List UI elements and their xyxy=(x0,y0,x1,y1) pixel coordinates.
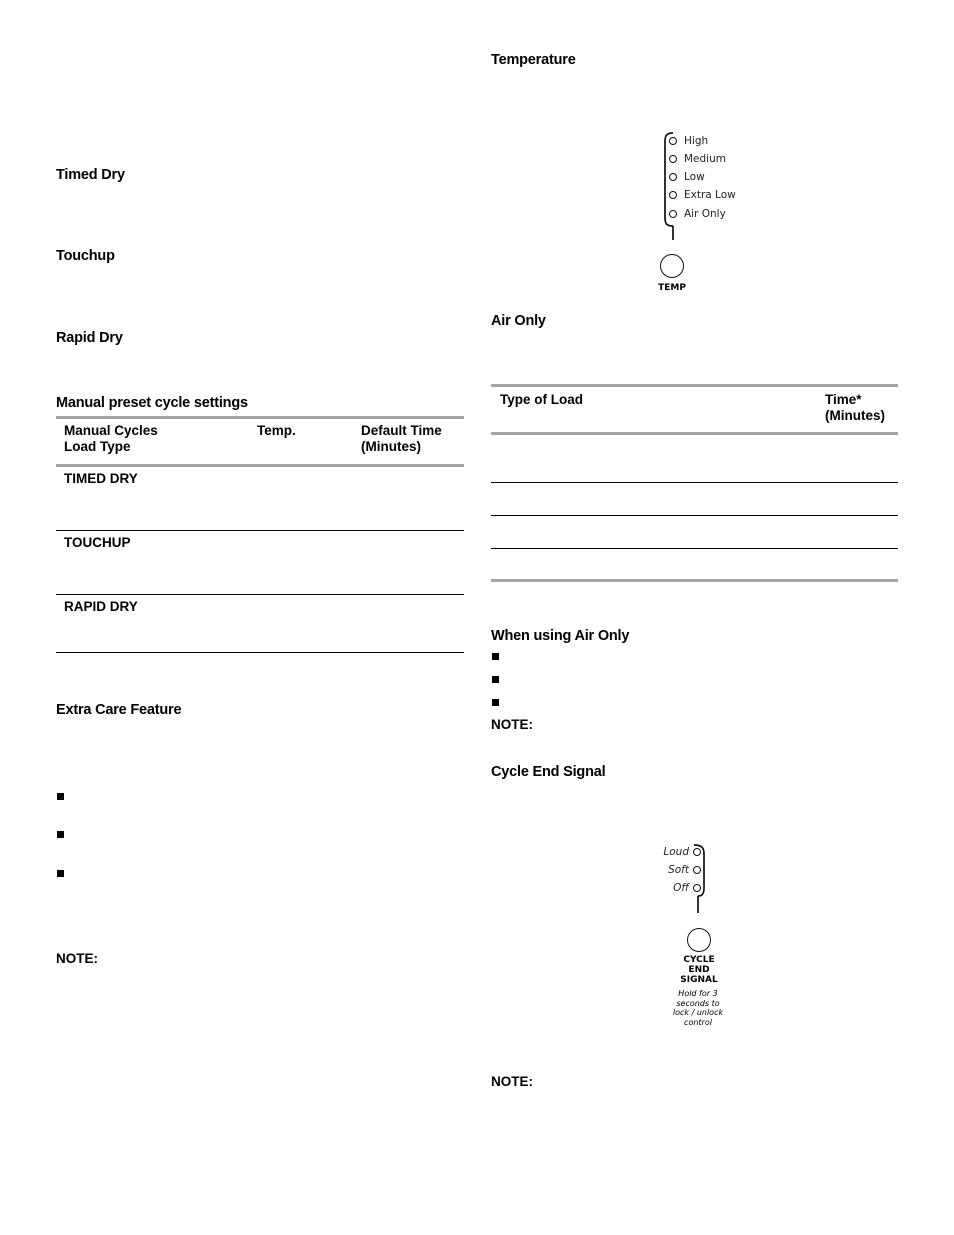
signal-option-off: Off xyxy=(673,882,689,894)
bullet-icon xyxy=(57,870,64,877)
bullet-icon xyxy=(492,676,499,683)
temp-led-extra-low xyxy=(669,191,677,199)
temp-option-low: Low xyxy=(684,171,705,183)
air-table-row-divider xyxy=(491,515,898,516)
air-table-bottom-rule xyxy=(491,579,898,582)
signal-led-soft xyxy=(693,866,701,874)
heading-when-using-air-only: When using Air Only xyxy=(491,628,630,644)
temp-button xyxy=(660,254,684,278)
cycle-end-signal-button xyxy=(687,928,711,952)
air-table-top-rule xyxy=(491,384,898,387)
table-row-divider xyxy=(56,530,464,531)
cycle-end-signal-label: CYCLE END SIGNAL xyxy=(680,955,718,985)
table-top-rule xyxy=(56,416,464,419)
table-header-temp: Temp. xyxy=(257,423,296,438)
table-row: RAPID DRY xyxy=(64,599,138,614)
air-table-header-rule xyxy=(491,432,898,435)
table-header-rule xyxy=(56,464,464,467)
temp-option-air-only: Air Only xyxy=(684,208,726,220)
table-header-load-type: Manual Cycles Load Type xyxy=(64,423,158,454)
air-table-header-time: Time* (Minutes) xyxy=(825,392,885,423)
table-bottom-rule xyxy=(56,652,464,653)
table-row-divider xyxy=(56,594,464,595)
heading-extra-care: Extra Care Feature xyxy=(56,702,182,718)
signal-option-soft: Soft xyxy=(668,864,689,876)
temp-button-label: TEMP xyxy=(658,283,686,293)
heading-temperature: Temperature xyxy=(491,52,576,68)
bullet-icon xyxy=(492,699,499,706)
table-header-default-time: Default Time (Minutes) xyxy=(361,423,442,454)
signal-led-loud xyxy=(693,848,701,856)
table-row: TOUCHUP xyxy=(64,535,131,550)
air-table-row-divider xyxy=(491,482,898,483)
signal-option-loud: Loud xyxy=(663,846,689,858)
heading-rapid-dry: Rapid Dry xyxy=(56,330,123,346)
temp-led-high xyxy=(669,137,677,145)
bullet-icon xyxy=(57,793,64,800)
temp-option-high: High xyxy=(684,135,709,147)
bullet-icon xyxy=(492,653,499,660)
heading-cycle-end-signal: Cycle End Signal xyxy=(491,764,606,780)
temp-selector-bracket-icon xyxy=(660,130,680,242)
heading-touchup: Touchup xyxy=(56,248,115,264)
temp-option-medium: Medium xyxy=(684,153,726,165)
bullet-icon xyxy=(57,831,64,838)
cycle-end-signal-hint: Hold for 3 seconds to lock / unlock control xyxy=(672,989,724,1027)
note-label: NOTE: xyxy=(491,717,533,732)
temp-option-extra-low: Extra Low xyxy=(684,189,736,201)
temp-led-low xyxy=(669,173,677,181)
temp-led-medium xyxy=(669,155,677,163)
temp-led-air-only xyxy=(669,210,677,218)
note-label: NOTE: xyxy=(56,951,98,966)
air-table-row-divider xyxy=(491,548,898,549)
air-table-header-load: Type of Load xyxy=(500,392,583,407)
heading-air-only: Air Only xyxy=(491,313,546,329)
heading-manual-preset: Manual preset cycle settings xyxy=(56,395,248,411)
heading-timed-dry: Timed Dry xyxy=(56,167,125,183)
table-row: TIMED DRY xyxy=(64,471,138,486)
signal-led-off xyxy=(693,884,701,892)
note-label: NOTE: xyxy=(491,1074,533,1089)
